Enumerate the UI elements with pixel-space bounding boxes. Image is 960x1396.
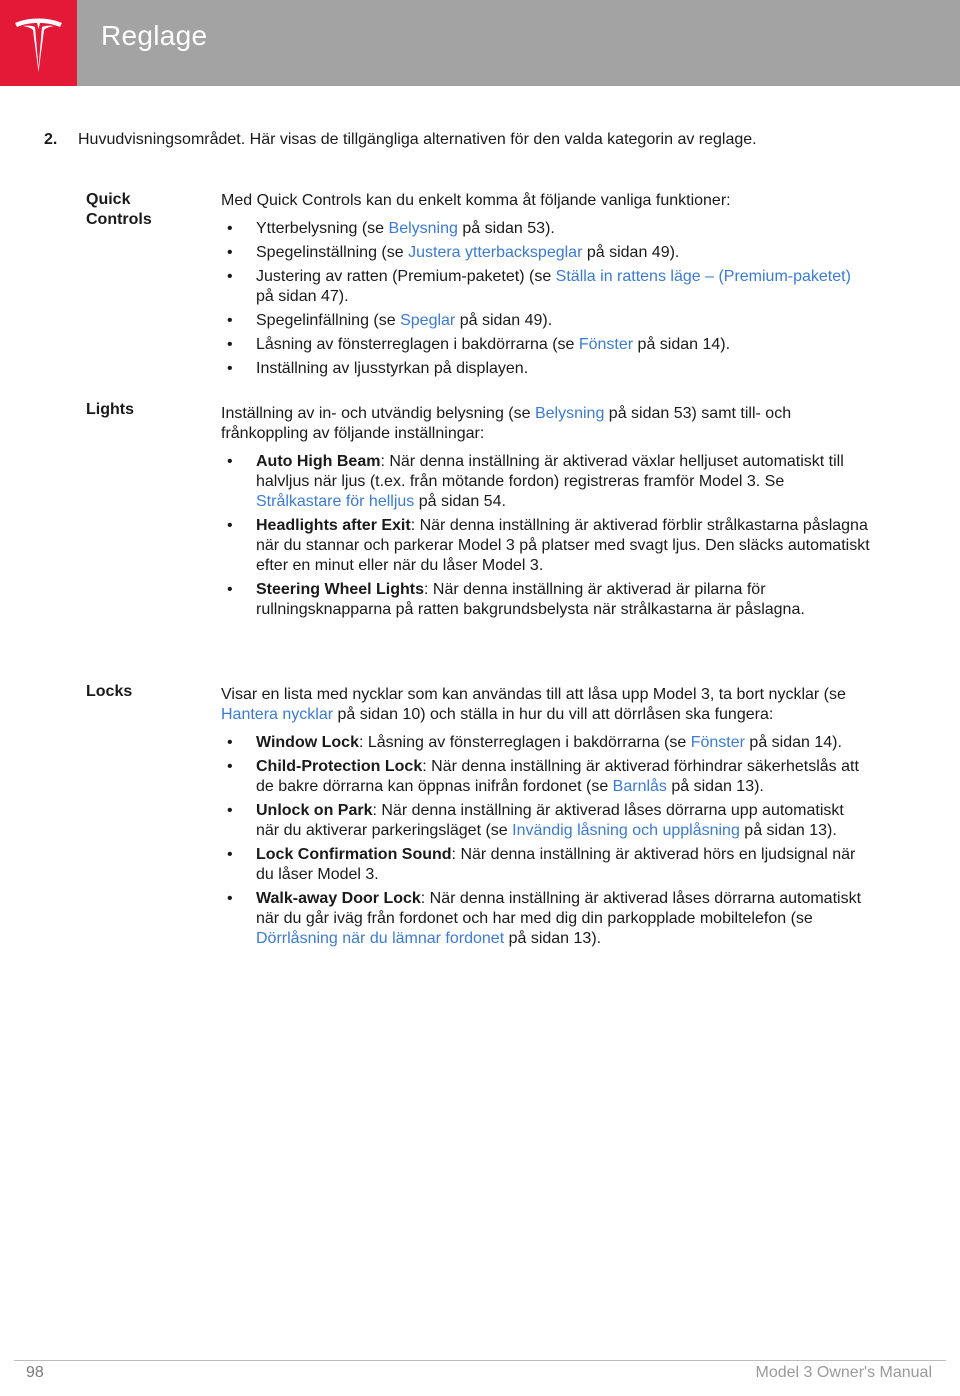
link-fonster[interactable]: Fönster: [690, 734, 745, 751]
term-quick-controls: Quick Controls: [86, 191, 152, 228]
link-justera-ytterbackspeglar[interactable]: Justera ytterbackspeglar: [408, 244, 583, 261]
lights-description: [221, 404, 871, 620]
quick-controls-description: [221, 191, 871, 379]
term-locks: Locks: [86, 683, 133, 700]
list-item: • Justering av ratten (Premium-paketet) (se Ställa in rattens läge – (Premium-paketet) på sidan 47).: [221, 267, 871, 307]
link-stalla-in-rattens-lage[interactable]: Ställa in rattens läge – (Premium-paketet): [555, 268, 851, 285]
link-hantera-nycklar[interactable]: Hantera nycklar: [221, 706, 334, 723]
description-lead: Visar en lista med nycklar som kan användas till att låsa upp Model 3, ta bort nycklar (se Hantera nycklar på sidan 10) och ställa in hur du vill att dörrlåsen ska fungera:: [221, 686, 846, 723]
list-item: • Steering Wheel Lights: När denna inställning är aktiverad är pilarna för rullningsknapparna på ratten bakgrundsbelysta när strålkastarna är påslagna.: [221, 580, 871, 620]
list-item: • Unlock on Park: När denna inställning är aktiverad låses dörrarna upp automatiskt när du aktiverar parkeringsläget (se Invändig låsning och upplåsning på sidan 13).: [221, 801, 871, 841]
list-item: • Walk-away Door Lock: När denna inställning är aktiverad låses dörrarna automatiskt när du går iväg från fordonet och har med dig din parkopplade mobiltelefon (se Dörrlåsning när du lämnar fordonet på sidan 13).: [221, 889, 871, 949]
link-belysning[interactable]: Belysning: [534, 405, 605, 422]
locks-description: [221, 685, 871, 949]
list-item: • Inställning av ljusstyrkan på displayen.: [221, 359, 871, 379]
link-stralkastare-for-helljus[interactable]: Strålkastare för helljus: [256, 493, 415, 510]
list-item: • Ytterbelysning (se Belysning på sidan 53).: [221, 219, 871, 239]
list-number: 2.: [44, 131, 58, 148]
quick-controls-list: [221, 219, 871, 379]
link-fonster[interactable]: Fönster: [578, 336, 634, 353]
description-lead: Inställning av in- och utvändig belysning (se Belysning på sidan 53) samt till- och frånkoppling av följande inställningar:: [221, 405, 792, 442]
link-speglar[interactable]: Speglar: [400, 312, 456, 329]
list-item: • Spegelinställning (se Justera ytterbackspeglar på sidan 49).: [221, 243, 871, 263]
link-dorrlasning[interactable]: Dörrlåsning när du lämnar fordonet: [256, 930, 505, 947]
brand-logo: [0, 0, 77, 86]
link-barnlas[interactable]: Barnlås: [612, 778, 667, 795]
list-item: • Lock Confirmation Sound: När denna inställning är aktiverad hörs en ljudsignal när du låser Model 3.: [221, 845, 871, 885]
list-item: • Window Lock: Låsning av fönsterreglagen i bakdörrarna (se Fönster på sidan 14).: [221, 733, 871, 753]
tesla-logo-icon: [13, 14, 64, 72]
lights-list: [221, 452, 871, 620]
list-item: • Låsning av fönsterreglagen i bakdörrarna (se Fönster på sidan 14).: [221, 335, 871, 355]
manual-title: Model 3 Owner's Manual: [755, 1364, 932, 1381]
page-header: [0, 0, 960, 86]
list-item: • Spegelinfällning (se Speglar på sidan 49).: [221, 311, 871, 331]
description-lead: Med Quick Controls kan du enkelt komma åt följande vanliga funktioner:: [221, 192, 731, 209]
page-number: 98: [26, 1364, 44, 1381]
list-item: • Headlights after Exit: När denna inställning är aktiverad förblir strålkastarna påslagna när du stannar och parkerar Model 3 på platser med svagt ljus. Den släcks automatiskt efter en minut eller när du låser Model 3.: [221, 516, 871, 576]
link-belysning[interactable]: Belysning: [388, 220, 458, 237]
intro-text: Huvudvisningsområdet. Här visas de tillgängliga alternativen för den valda kategorin av reglage.: [78, 131, 757, 148]
locks-list: [221, 733, 871, 949]
footer-divider: [14, 1360, 946, 1361]
list-item: • Auto High Beam: När denna inställning är aktiverad växlar helljuset automatiskt till halvljus när ljus (t.ex. från mötande fordon) registreras framför Model 3. Se Strålkastare för helljus på sidan 54.: [221, 452, 871, 512]
link-invandig-lasning[interactable]: Invändig låsning och upplåsning: [512, 822, 740, 839]
list-item: • Child-Protection Lock: När denna inställning är aktiverad förhindrar säkerhetslås att de bakre dörrarna kan öppnas inifrån fordonet (se Barnlås på sidan 13).: [221, 757, 871, 797]
term-lights: Lights: [86, 401, 134, 418]
page-title: Reglage: [101, 20, 208, 51]
